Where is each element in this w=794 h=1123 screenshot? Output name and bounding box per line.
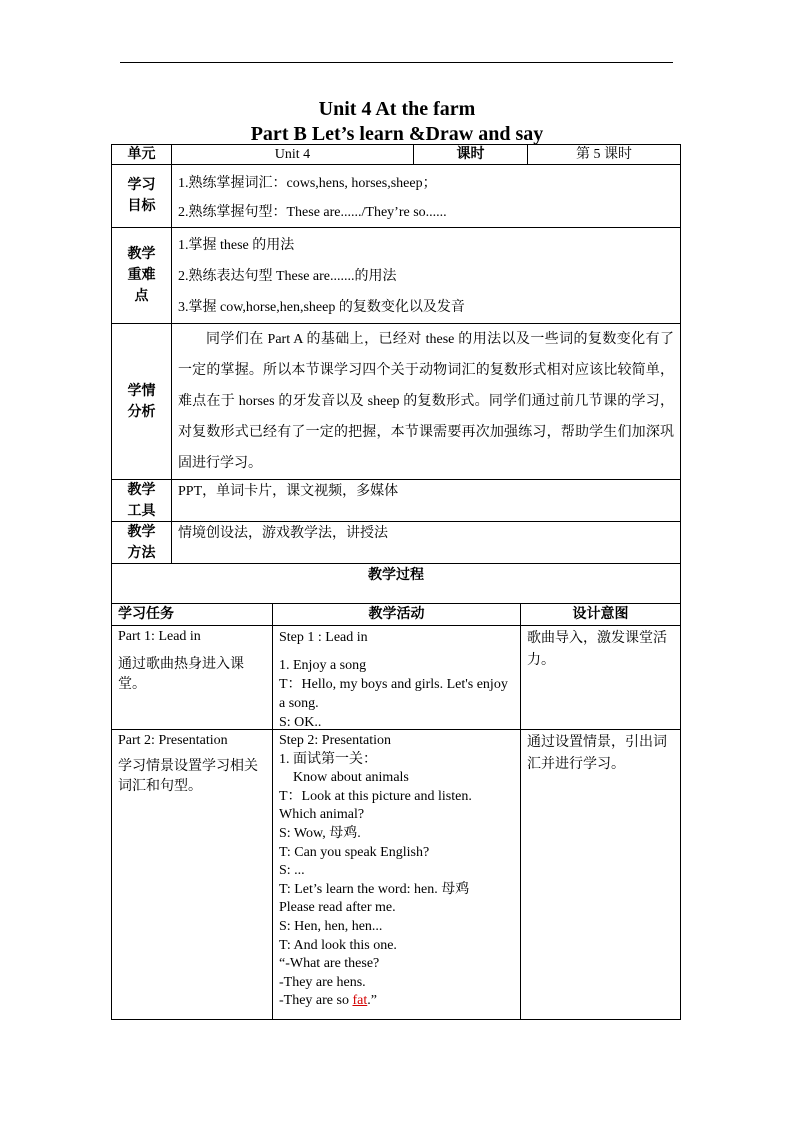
period-value: 第 5 课时: [527, 144, 681, 165]
task-description: 学习情景设置学习相关词汇和句型。: [118, 759, 258, 794]
task-title: Part 1: Lead in: [118, 629, 201, 644]
unit-label: 单元: [111, 144, 172, 165]
table-row-activity: [272, 729, 521, 1020]
key-points-content: [171, 227, 681, 324]
activity-line: T：Look at this picture and listen.: [279, 788, 472, 804]
highlighted-word: fat: [352, 993, 368, 1009]
methods-label: 教学方法: [111, 521, 172, 564]
period-label: 课时: [413, 144, 528, 165]
key-point-item: 2.熟练表达句型 These are.......的用法: [178, 269, 397, 284]
table-row-task: [111, 729, 273, 1020]
activity-line: 1. Enjoy a song: [279, 658, 367, 673]
activity-line: Which animal?: [279, 807, 365, 823]
lesson-plan-table: [112, 145, 682, 1021]
key-points-label: 教学重难点: [111, 227, 172, 324]
column-header-task: 学习任务: [111, 603, 273, 626]
activity-line: S: ...: [279, 863, 305, 879]
activity-line: S: Hen, hen, hen...: [279, 918, 383, 934]
activity-line: -They are so fat.”: [279, 993, 377, 1009]
activity-line: S: Wow, 母鸡.: [279, 825, 361, 841]
activity-line: Know about animals: [293, 770, 409, 786]
activity-line: Step 1 : Lead in: [279, 630, 368, 645]
key-point-item: 1.掌握 these 的用法: [178, 238, 295, 253]
activity-line: T: Can you speak English?: [279, 844, 430, 860]
key-point-item: 3.掌握 cow,horse,hen,sheep 的复数变化以及发音: [178, 300, 465, 315]
objectives-label: 学习目标: [111, 164, 172, 228]
activity-line: T: And look this one.: [279, 937, 397, 953]
page-subtitle: Part B Let’s learn &Draw and say: [250, 123, 544, 145]
tools-label: 教学工具: [111, 479, 172, 522]
objective-item: 1.熟练掌握词汇：cows,hens, horses,sheep；: [178, 176, 437, 191]
table-row-task: [111, 625, 273, 730]
activity-line: -They are hens.: [279, 974, 366, 990]
page-title: Unit 4 At the farm: [318, 98, 476, 120]
task-title: Part 2: Presentation: [118, 733, 228, 748]
activity-line: S: OK..: [279, 715, 322, 730]
analysis-content: 同学们在 Part A 的基础上，已经对 these 的用法以及一些词的复数变化有了一定的掌握。所以本节课学习四个关于动物词汇的复数形式相对应该比较简单，难点在于 horses 的牙发音以及 sheep 的复数形式。同学们通过前几节课的学习，对复数形式已经有了一定的把握，本节课需要再次加强练习，帮助学生们加深巩固进行学习。: [171, 323, 681, 480]
activity-line: Please read after me.: [279, 900, 396, 916]
activity-line: “-What are these?: [279, 956, 380, 972]
analysis-label: 学情分析: [111, 323, 172, 480]
objectives-content: [171, 164, 681, 228]
unit-value: Unit 4: [171, 144, 414, 165]
activity-line: T: Let’s learn the word: hen. 母鸡: [279, 881, 470, 897]
table-row-intent: 通过设置情景，引出词汇并进行学习。: [520, 729, 681, 1020]
task-description: 通过歌曲热身进入课堂。: [118, 657, 244, 692]
tools-content: PPT，单词卡片，课文视频，多媒体: [171, 479, 681, 522]
methods-content: 情境创设法，游戏教学法，讲授法: [171, 521, 681, 564]
column-header-activity: 教学活动: [272, 603, 521, 626]
table-row-intent: 歌曲导入，激发课堂活力。: [520, 625, 681, 730]
activity-line: Step 2: Presentation: [279, 733, 391, 748]
activity-line: T：Hello, my boys and girls. Let's enjoy a song.: [279, 677, 508, 711]
header-rule: [120, 62, 673, 63]
table-row-activity: [272, 625, 521, 730]
column-header-intent: 设计意图: [520, 603, 681, 626]
objective-item: 2.熟练掌握句型：These are....../They’re so......: [178, 205, 447, 220]
process-title: 教学过程: [111, 563, 681, 604]
activity-line: 1. 面试第一关：: [279, 751, 377, 767]
